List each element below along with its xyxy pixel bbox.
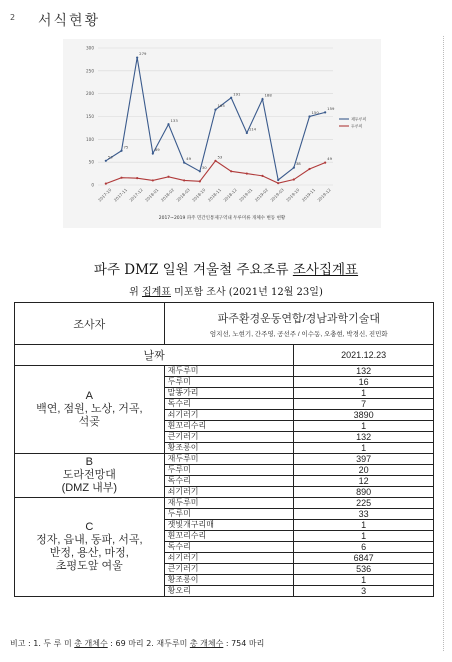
series-line-1 xyxy=(106,161,325,184)
data-label: 75 xyxy=(123,144,129,150)
species-cell: 독수리 xyxy=(164,542,294,553)
x-tick-label: 2017-11 xyxy=(112,187,129,203)
remarks-p2: : 69 마리 2. 재두루미 xyxy=(107,639,190,648)
data-point xyxy=(152,152,154,154)
data-point xyxy=(167,176,169,178)
y-tick-label: 100 xyxy=(86,136,94,142)
data-point xyxy=(120,150,122,152)
y-tick-label: 150 xyxy=(86,114,94,119)
data-point xyxy=(261,175,263,177)
count-cell: 1 xyxy=(294,388,434,399)
data-label: 53 xyxy=(107,154,113,160)
count-cell: 12 xyxy=(294,476,434,487)
data-point xyxy=(136,177,138,179)
species-cell: 황오리 xyxy=(164,586,294,597)
data-point xyxy=(324,162,326,164)
remarks-p1: 비고 : 1. 두 루 미 xyxy=(10,639,75,648)
data-point xyxy=(261,98,263,100)
count-cell: 1 xyxy=(294,575,434,586)
data-label: 150 xyxy=(311,110,319,115)
species-cell: 두루미 xyxy=(164,465,294,476)
data-point xyxy=(277,179,279,181)
surveyor-cell xyxy=(164,303,433,345)
doc-title xyxy=(0,258,452,278)
x-tick-label: 2017-10 xyxy=(97,187,113,203)
species-cell: 두루미 xyxy=(164,509,294,520)
species-cell: 재두루미 xyxy=(164,366,294,377)
data-point xyxy=(120,177,122,179)
date-label: 날짜 xyxy=(15,345,294,366)
count-cell: 397 xyxy=(294,454,434,465)
location-cell: A 백연, 점원, 노상, 거곡, 석곶 xyxy=(15,366,165,454)
data-label: 159 xyxy=(327,105,335,111)
species-cell: 재두루미 xyxy=(164,498,294,509)
page-margin-line xyxy=(443,36,444,651)
data-label: 30 xyxy=(201,164,207,170)
data-label: 114 xyxy=(248,126,257,132)
data-point xyxy=(246,172,248,174)
count-cell: 132 xyxy=(294,366,434,377)
count-cell: 3 xyxy=(294,586,434,597)
count-cell: 1 xyxy=(294,443,434,454)
count-cell: 1 xyxy=(294,421,434,432)
data-point xyxy=(136,56,138,58)
y-tick-label: 250 xyxy=(86,68,94,74)
surveyor-label: 조사자 xyxy=(15,303,165,345)
x-tick-label: 2018-11 xyxy=(206,187,223,203)
data-point xyxy=(105,160,107,162)
section-title: 서식현황 xyxy=(38,13,101,29)
x-tick-label: 2019-12 xyxy=(316,187,332,203)
count-cell: 33 xyxy=(294,509,434,520)
species-cell: 말똥가리 xyxy=(164,388,294,399)
count-cell: 20 xyxy=(294,465,434,476)
remarks xyxy=(10,638,264,649)
species-cell: 독수리 xyxy=(164,476,294,487)
data-point xyxy=(293,178,295,180)
data-label: 49 xyxy=(186,156,192,162)
data-point xyxy=(308,115,310,117)
data-point xyxy=(199,180,201,182)
count-cell: 16 xyxy=(294,377,434,388)
x-tick-label: 2019-01 xyxy=(238,187,254,203)
species-cell: 재두루미 xyxy=(164,454,294,465)
x-tick-label: 2019-11 xyxy=(300,187,317,203)
x-tick-label: 2019-03 xyxy=(269,187,285,203)
species-cell: 흰꼬리수리 xyxy=(164,421,294,432)
data-point xyxy=(277,182,279,184)
data-label: 191 xyxy=(233,91,241,97)
count-cell: 225 xyxy=(294,498,434,509)
chart-caption: 2017~2019 파주 민간인통제구역내 두루미류 개체수 변동 현황 xyxy=(158,216,286,221)
table-row xyxy=(15,366,434,377)
data-point xyxy=(246,132,248,134)
count-cell: 536 xyxy=(294,564,434,575)
data-label: 188 xyxy=(264,92,272,98)
data-point xyxy=(230,170,232,172)
count-cell: 1 xyxy=(294,531,434,542)
x-tick-label: 2018-02 xyxy=(159,187,176,203)
doc-title-underlined: 조사집계표 xyxy=(292,262,359,278)
location-cell: C 정자, 읍내, 동파, 서곡, 반정, 용산, 마정, 초평도앞 여울 xyxy=(15,498,165,597)
surveyor-members: 엄지선, 노현기, 간주영, 공선주 / 이수동, 오충현, 박경신, 진민화 xyxy=(209,330,388,338)
chart-area xyxy=(63,39,381,228)
doc-subtitle-post: 미포함 조사 (2021년 12월 23일) xyxy=(170,287,323,298)
count-cell: 132 xyxy=(294,432,434,443)
x-tick-label: 2019-02 xyxy=(253,187,270,203)
x-tick-label: 2018-03 xyxy=(175,187,191,203)
date-value: 2021.12.23 xyxy=(294,345,434,366)
data-point xyxy=(214,109,216,111)
data-label: 165 xyxy=(217,103,225,109)
x-tick-label: 2019-10 xyxy=(285,187,301,203)
data-point xyxy=(324,111,326,113)
data-point xyxy=(230,97,232,99)
data-point xyxy=(293,167,295,169)
page-number: 2 xyxy=(10,13,16,22)
species-cell: 큰기러기 xyxy=(164,564,294,575)
species-cell: 황조롱이 xyxy=(164,575,294,586)
doc-title-text: 파주 DMZ 일원 겨울철 주요조류 xyxy=(93,262,293,278)
data-point xyxy=(167,123,169,125)
data-label: 279 xyxy=(139,51,147,57)
data-point xyxy=(308,168,310,170)
survey-table xyxy=(14,302,434,597)
data-label: 38 xyxy=(295,161,301,167)
remarks-p3: : 754 마리 xyxy=(223,639,265,648)
data-label: 133 xyxy=(170,117,178,123)
data-label: 49 xyxy=(327,156,333,162)
species-cell: 큰기러기 xyxy=(164,432,294,443)
data-point xyxy=(214,160,216,162)
x-tick-label: 2018-12 xyxy=(222,187,238,203)
count-cell: 890 xyxy=(294,487,434,498)
species-cell: 황조롱이 xyxy=(164,443,294,454)
species-cell: 쇠기러기 xyxy=(164,487,294,498)
count-cell: 6 xyxy=(294,542,434,553)
table-row xyxy=(15,498,434,509)
count-cell: 1 xyxy=(294,520,434,531)
y-tick-label: 200 xyxy=(86,91,94,97)
doc-subtitle-underlined: 집계표 xyxy=(141,287,171,298)
data-point xyxy=(105,183,107,185)
y-tick-label: 50 xyxy=(88,159,94,165)
x-tick-label: 2018-10 xyxy=(191,187,207,203)
species-cell: 독수리 xyxy=(164,399,294,410)
data-point xyxy=(183,162,185,164)
doc-subtitle-pre: 위 xyxy=(129,287,142,298)
doc-subtitle xyxy=(0,283,452,298)
data-point xyxy=(152,179,154,181)
remarks-u2: 총 개체수 xyxy=(189,639,224,648)
species-cell: 흰꼬리수리 xyxy=(164,531,294,542)
count-cell: 7 xyxy=(294,399,434,410)
x-tick-label: 2018-01 xyxy=(144,187,160,203)
table-row xyxy=(15,454,434,465)
remarks-u1: 총 개체수 xyxy=(74,639,108,648)
data-label: 53 xyxy=(217,154,223,160)
data-point xyxy=(183,179,185,181)
species-cell: 잿빛개구리매 xyxy=(164,520,294,531)
y-tick-label: 0 xyxy=(91,182,94,188)
count-cell: 6847 xyxy=(294,553,434,564)
location-cell: B 도라전망대 (DMZ 내부) xyxy=(15,454,165,498)
line-chart xyxy=(63,39,381,215)
species-cell: 쇠기러기 xyxy=(164,410,294,421)
surveyor-org: 파주환경운동연합/경남과학기술대 xyxy=(217,312,381,325)
count-cell: 3890 xyxy=(294,410,434,421)
x-tick-label: 2017-12 xyxy=(128,187,144,203)
legend-label: 재두루미 xyxy=(351,116,367,122)
data-point xyxy=(199,170,201,172)
species-cell: 쇠기러기 xyxy=(164,553,294,564)
species-cell: 두루미 xyxy=(164,377,294,388)
legend-label: 두루미 xyxy=(351,123,363,129)
y-tick-label: 300 xyxy=(86,45,94,51)
data-label: 69 xyxy=(154,146,160,152)
